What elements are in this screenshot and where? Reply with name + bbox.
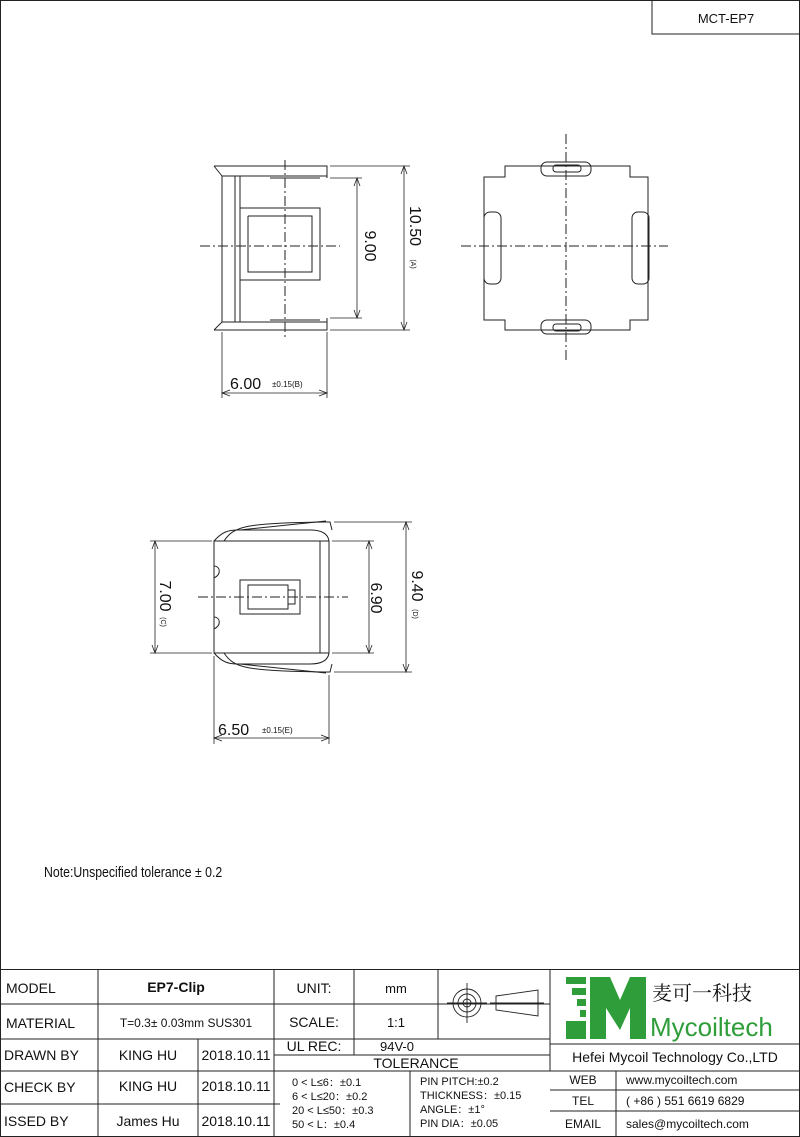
dim-side-inner-height-value: 6.90 [367, 582, 384, 614]
check-label: CHECK BY [4, 1079, 76, 1095]
dim-side-width-value: 6.50 [218, 722, 250, 739]
issued-label: ISSED BY [4, 1113, 69, 1129]
dim-side-outer-height-value: 9.40 [408, 570, 425, 602]
dim-top-width-value: 6.00 [230, 376, 262, 393]
tel-label: TEL [571, 1094, 595, 1108]
side-view [198, 521, 348, 673]
drawing-code: MCT-EP7 [697, 11, 755, 26]
top-plan-view [461, 134, 668, 362]
issued-name: James Hu [116, 1113, 180, 1129]
logo-cn: 麦可一科技 [652, 983, 752, 1005]
email-link[interactable]: sales@mycoiltech.com [626, 1117, 749, 1131]
dim-top-width-tol: ±0.15(B) [272, 380, 303, 389]
email-label: EMAIL [564, 1117, 602, 1131]
web-label: WEB [569, 1073, 597, 1087]
tolerance-row: 6 < L≤20：±0.2 [292, 1091, 368, 1103]
unit-label: UNIT: [296, 980, 332, 996]
page-border [1, 1, 800, 1137]
dim-side-left-height-ref: (C) [159, 617, 166, 627]
drawn-name: KING HU [118, 1047, 178, 1063]
tel-value: ( +86 ) 551 6619 6829 [626, 1094, 745, 1108]
scale-label: SCALE: [289, 1014, 339, 1030]
model-label: MODEL [6, 980, 56, 996]
material-label: MATERIAL [6, 1015, 75, 1031]
tolerance-row: 50 < L：±0.4 [292, 1119, 356, 1131]
projection-symbol-icon [447, 983, 544, 1023]
ul-value: 94V-0 [380, 1039, 414, 1054]
dim-side-left-height-value: 7.00 [156, 580, 173, 612]
web-link[interactable]: www.mycoiltech.com [626, 1073, 738, 1087]
dim-top-outer-height-value: 10.50 [406, 205, 423, 247]
drawing-code-box [652, 0, 800, 34]
spec-row: THICKNESS：±0.15 [420, 1090, 522, 1102]
tolerance-row: 0 < L≤6：±0.1 [292, 1077, 362, 1089]
scale-value: 1:1 [386, 1015, 406, 1030]
model-value: EP7-Clip [147, 979, 205, 995]
check-date: 2018.10.11 [201, 1078, 271, 1094]
spec-row: PIN PITCH:±0.2 [420, 1076, 499, 1088]
dim-top-inner-height [330, 178, 362, 318]
dim-side-outer-height-ref: (D) [411, 609, 418, 619]
tolerance-header: TOLERANCE [373, 1055, 459, 1071]
logo-en: Mycoiltech [650, 1012, 773, 1042]
unit-value: mm [385, 981, 407, 996]
issued-date: 2018.10.11 [201, 1113, 271, 1129]
drawn-label: DRAWN BY [4, 1047, 79, 1063]
spec-row: PIN DIA：±0.05 [420, 1118, 499, 1130]
dim-top-outer-height-ref: (A) [409, 259, 416, 269]
company-name: Hefei Mycoil Technology Co.,LTD [572, 1049, 778, 1065]
mycoil-m-icon [566, 977, 646, 1039]
dim-top-inner-height-value: 9.00 [361, 230, 378, 262]
material-value: T=0.3± 0.03mm SUS301 [119, 1016, 253, 1030]
dim-side-width-tol: ±0.15(E) [262, 726, 293, 735]
tolerance-row: 20 < L≤50：±0.3 [292, 1105, 374, 1117]
drawn-date: 2018.10.11 [201, 1047, 271, 1063]
spec-row: ANGLE：±1° [420, 1104, 485, 1116]
company-logo [566, 977, 773, 1042]
tolerance-note: Note:Unspecified tolerance ± 0.2 [44, 863, 223, 881]
top-front-view [200, 160, 340, 338]
ul-label: UL REC: [286, 1038, 342, 1054]
check-name: KING HU [118, 1078, 178, 1094]
